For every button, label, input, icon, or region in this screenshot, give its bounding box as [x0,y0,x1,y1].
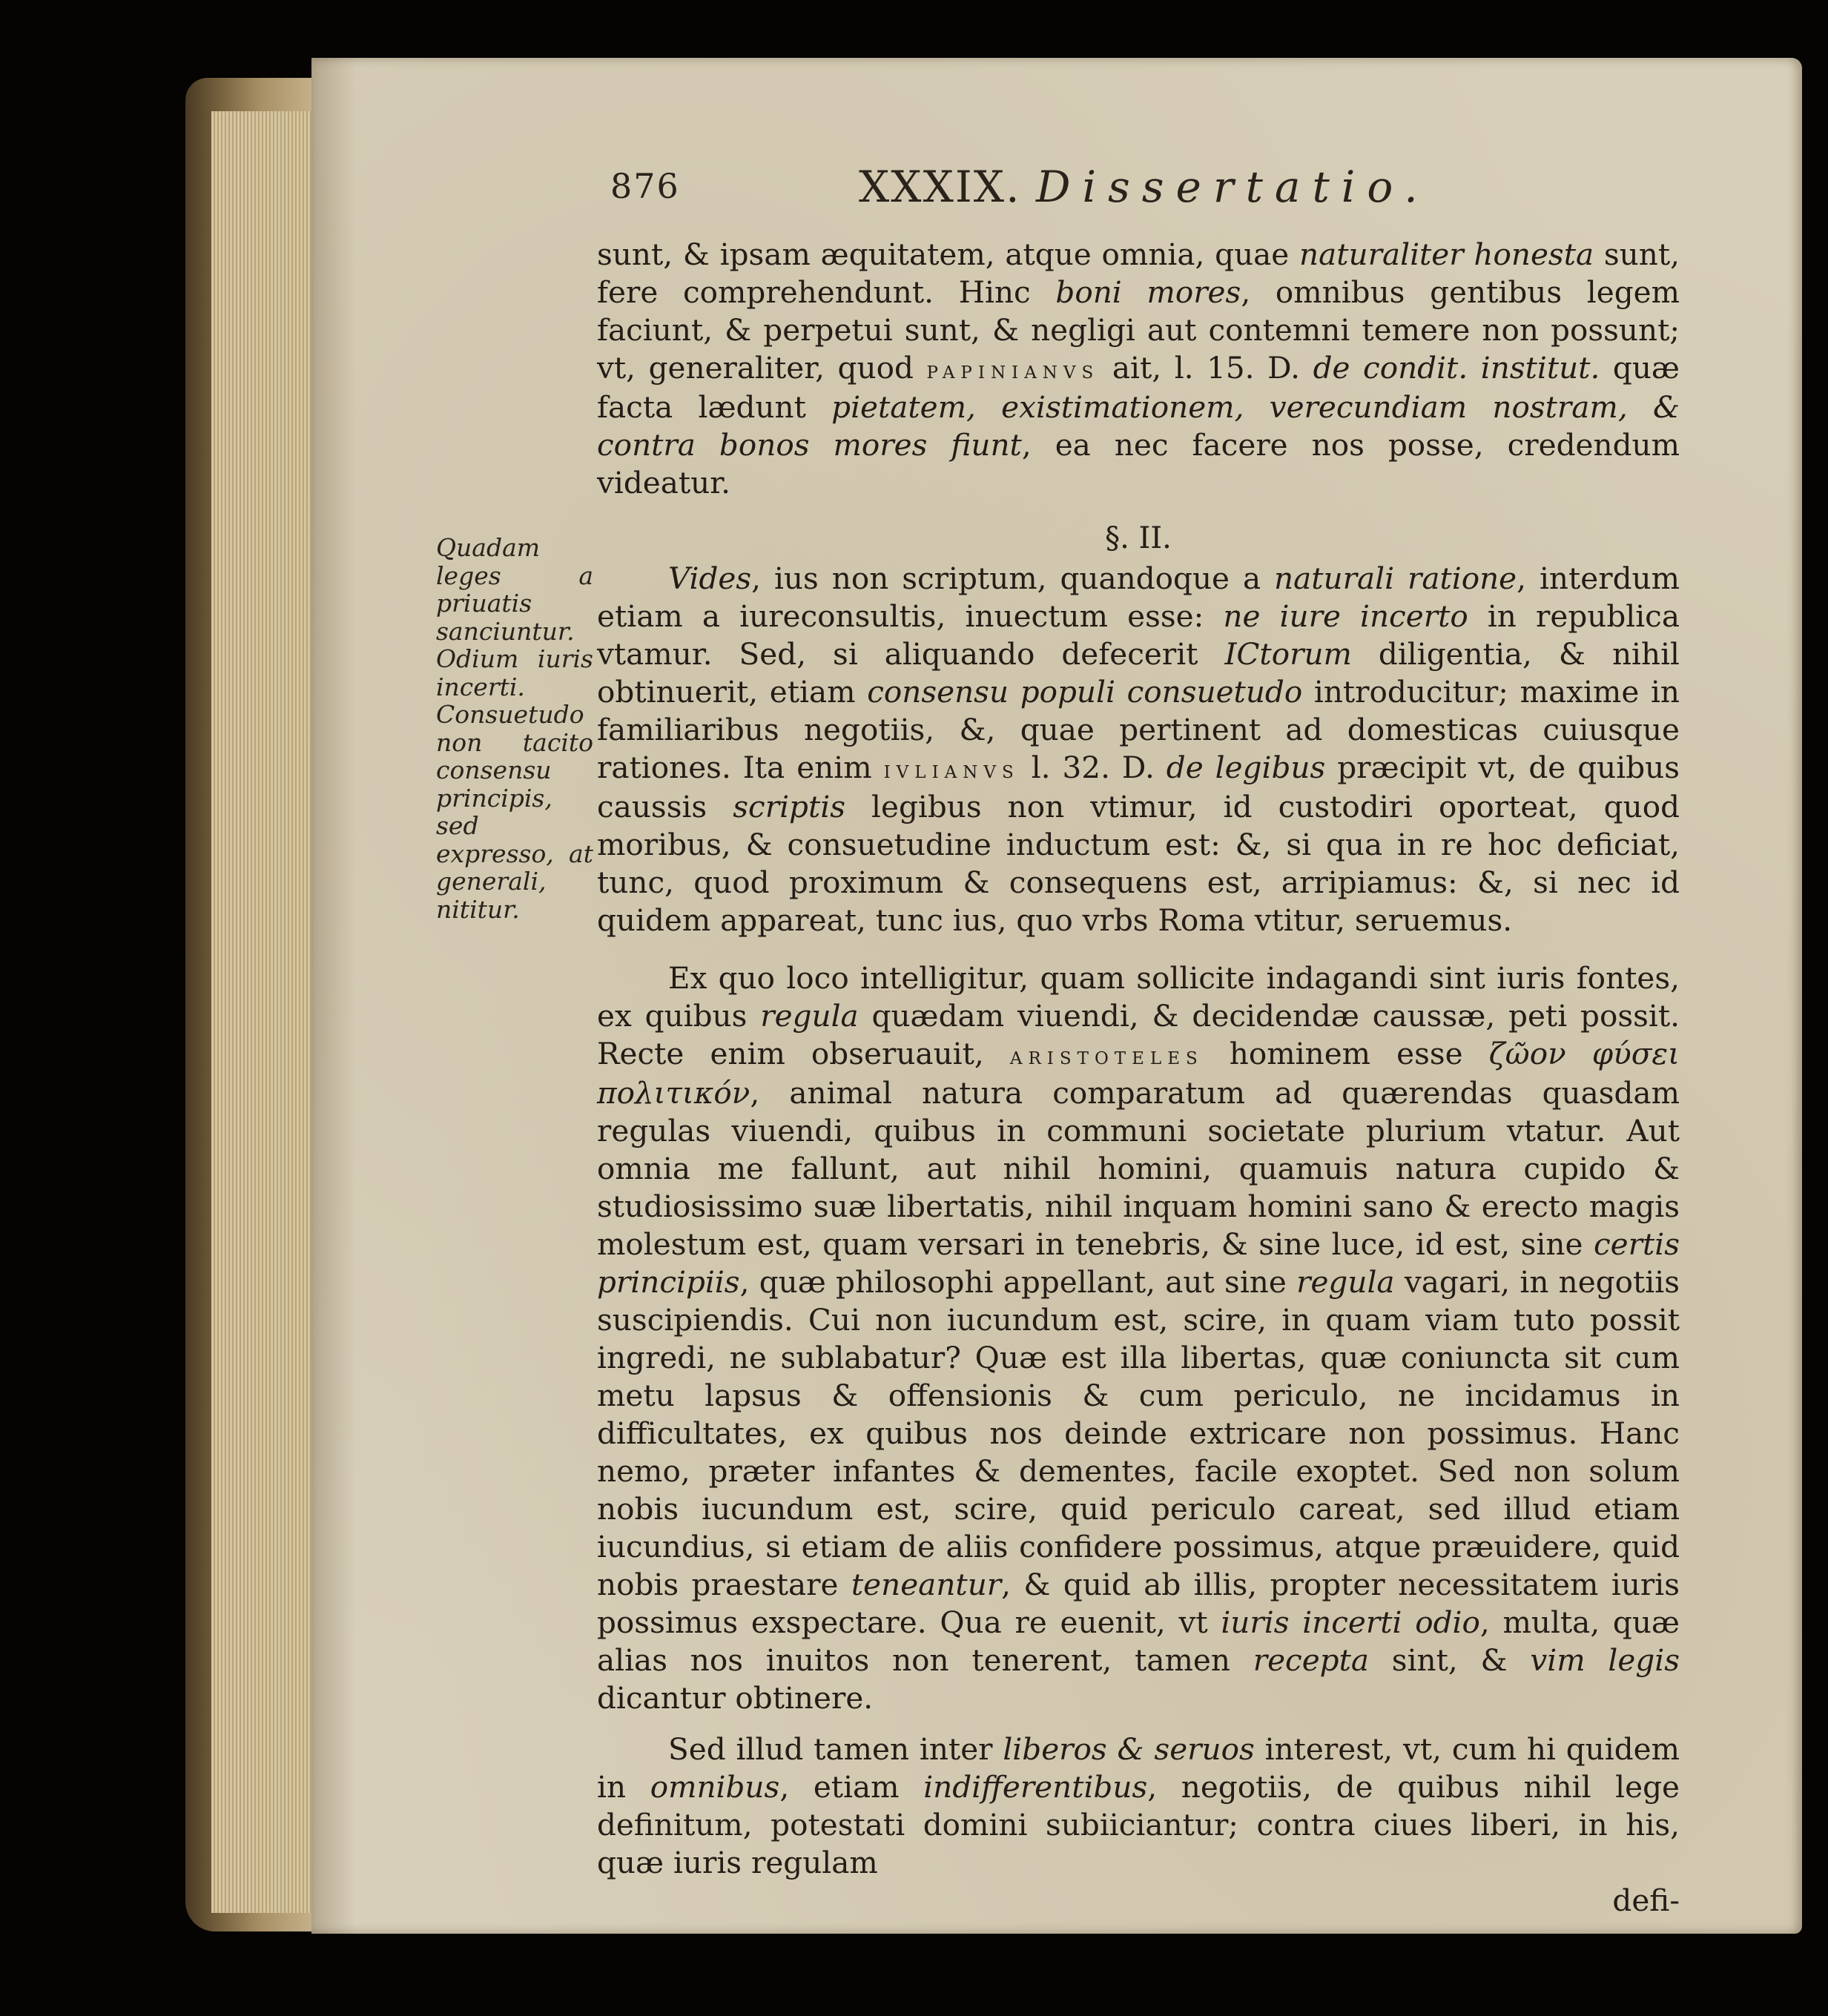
paragraph-1: sunt, & ipsam æquitatem, atque omnia, quae naturaliter honesta sunt, fere comprehendunt. Hinc boni mores, omnibus gentibus legem faciunt, & perpetui sunt, & negligi aut contemni temere non possunt; vt, generaliter, quod papinianvs ait, l. 15. D. de condit. institut. quæ facta lædunt pietatem, existimationem, verecundiam nostram, & contra bonos mores fiunt, ea nec facere nos posse, credendum videatur. [597,237,1680,500]
running-header [610,162,1574,218]
paragraph-2: Vides, ius non scriptum, quandoque a naturali ratione, interdum etiam a iureconsultis, inuectum esse: ne iure incerto in republica vtamur. Sed, si aliquando defecerit ICtorum diligentia, & nihil obtinuerit, etiam consensu populi consuetudo introducitur; maxime in familiaribus negotiis, &, quae pertinent ad domesticas cuiusque rationes. Ita enim ivlianvs l. 32. D. de legibus præcipit vt, de quibus caussis scriptis legibus non vtimur, id custodiri oporteat, quod moribus, & consuetudine inductum est: &, si qua in re hoc deficiat, tunc, quod proximum & consequens est, arripiamus: &, si nec id quidem appareat, tunc ius, quo vrbs Roma vtitur, seruemus. [597,561,1680,938]
page-number: 876 [610,166,680,206]
catchword: defi- [1612,1883,1680,1918]
paragraph-4: Sed illud tamen inter liberos & seruos interest, vt, cum hi quidem in omnibus, etiam indifferentibus, negotiis, de quibus nihil lege definitum, potestati domini subiiciantur; contra ciues liberi, in his, quæ iuris regulam [597,1731,1680,1880]
page-body [597,236,1680,1920]
section-heading: §. II. [1105,521,1172,555]
paragraph-3: Ex quo loco intelligitur, quam sollicite indagandi sint iuris fontes, ex quibus regula quædam viuendi, & decidendæ caussæ, peti possit. Recte enim obseruauit, aristoteles hominem esse ζῶον φύσει πολιτικόν, animal natura comparatum ad quærendas quasdam regulas viuendi, quibus in communi societate plurium vtatur. Aut omnia me fallunt, aut nihil homini, quamuis natura cupido & studiosissimo suæ libertatis, nihil inquam homini sano & erecto magis molestum est, quam versari in tenebris, & sine luce, id est, sine certis principiis, quæ philosophi appellant, aut sine regula vagari, in negotiis suscipiendis. Cui non iucundum est, scire, in quam viam tuto possit ingredi, ne sublabatur? Quæ est illa libertas, quæ coniuncta sit cum metu lapsus & offensionis & cum periculo, ne incidamus in difficultates, ex quibus nos deinde extricare non possimus. Hanc nemo, præter infantes & dementes, facile exoptet. Sed non solum nobis iucundum est, scire, quid periculo careat, sed illud etiam iucundius, si etiam de aliis confidere possimus, atque præuidere, quid nobis praestare teneantur, & quid ab illis, propter necessitatem iuris possimus exspectare. Qua re euenit, vt iuris incerti odio, multa, quæ alias nos inuitos non tenerent, tamen recepta sint, & vim legis dicantur obtinere. [597,960,1680,1716]
page-stack-edge [211,111,323,1913]
marginal-note: Quadam leges a priuatis sanciuntur. Odium iuris incerti. Consuetudo non tacito consensu principis, sed expresso, at generali, nititur. [436,533,593,924]
header-title: XXXIX. Dissertatio. [859,162,1430,212]
